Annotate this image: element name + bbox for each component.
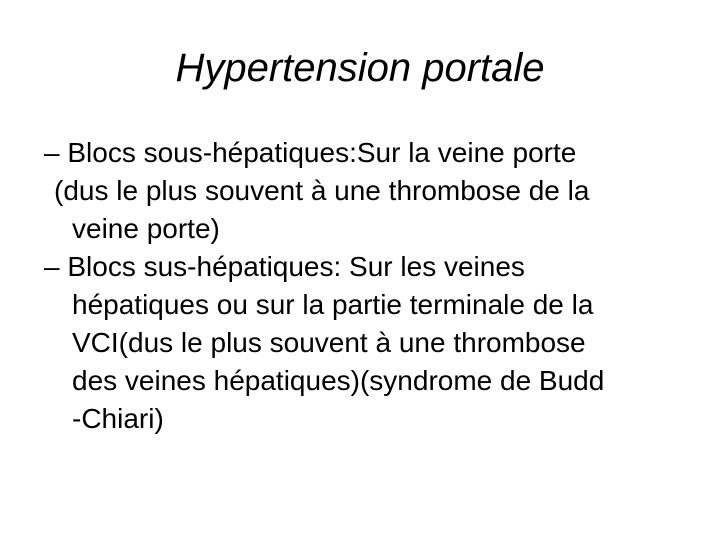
slide-title: Hypertension portale — [175, 46, 545, 90]
bullet-line-2: (dus le plus souvent à une thrombose de la — [54, 175, 590, 206]
bullet-line-3: veine porte) — [72, 213, 220, 244]
bullet-line-4: – Blocs sus-hépatiques: Sur les veines — [44, 251, 525, 282]
bullet-line-1: – Blocs sous-hépatiques:Sur la veine porte — [44, 137, 577, 168]
bullet-line-5: hépatiques ou sur la partie terminale de la — [72, 289, 594, 320]
bullet-line-6: VCI(dus le plus souvent à une thrombose — [72, 327, 586, 358]
bullet-line-8: -Chiari) — [72, 403, 164, 434]
bullet-line-7: des veines hépatiques)(syndrome de Budd — [72, 365, 605, 396]
